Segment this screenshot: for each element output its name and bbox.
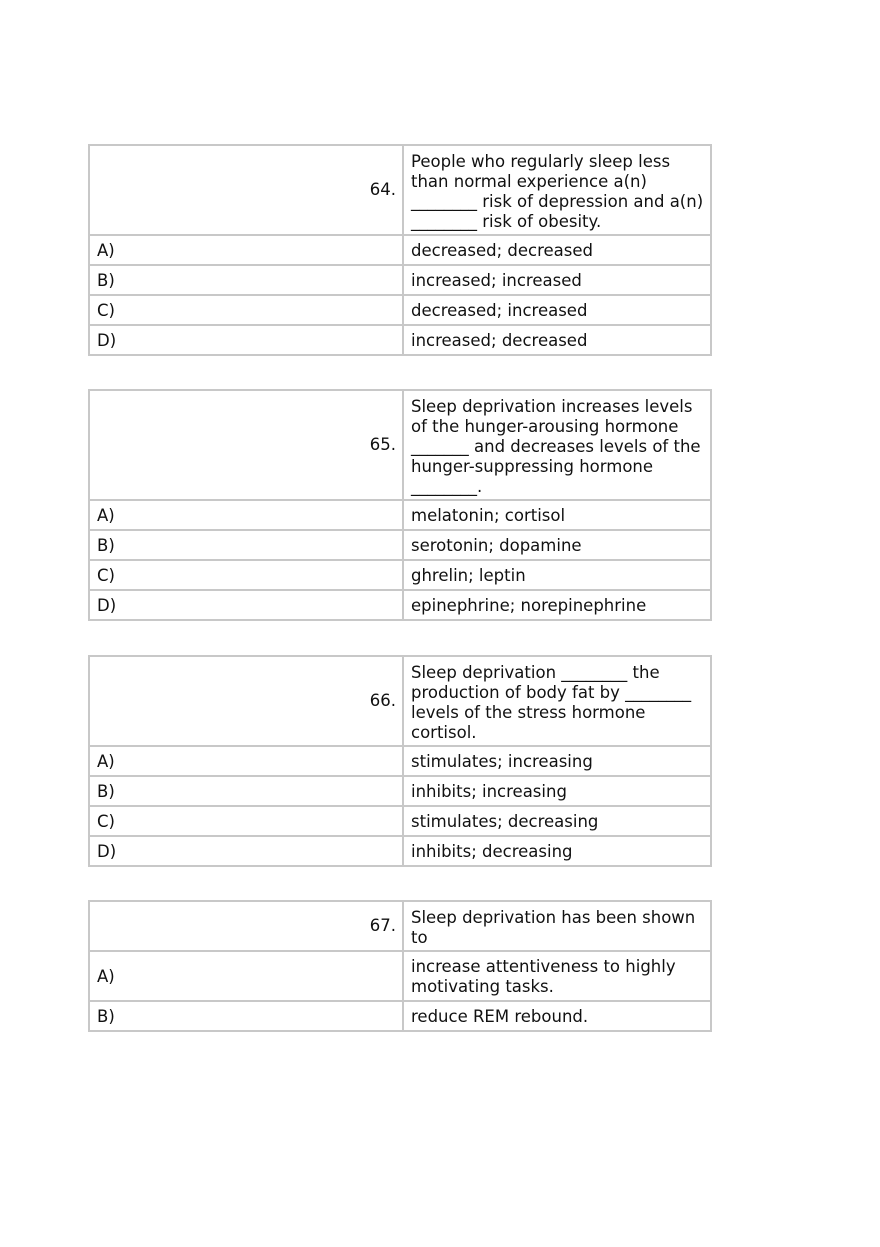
option-text: increase attentiveness to highly motivating tasks. [403,951,711,1001]
option-text: serotonin; dopamine [403,530,711,560]
option-letter: A) [89,951,403,1001]
option-text: epinephrine; norepinephrine [403,590,711,620]
option-row-a [89,746,711,776]
option-letter: B) [89,265,403,295]
question-row [89,901,711,951]
option-letter: C) [89,295,403,325]
option-letter: D) [89,836,403,866]
option-row-d [89,590,711,620]
option-row-b [89,530,711,560]
question-64-table [88,144,712,356]
option-text: decreased; decreased [403,235,711,265]
question-number: 65. [89,390,403,500]
question-text: Sleep deprivation has been shown to [403,901,711,951]
question-number: 64. [89,145,403,235]
question-row [89,145,711,235]
option-letter: A) [89,235,403,265]
option-text: decreased; increased [403,295,711,325]
option-row-c [89,560,711,590]
option-row-a [89,235,711,265]
option-text: increased; decreased [403,325,711,355]
option-row-a [89,500,711,530]
option-row-b [89,1001,711,1031]
option-text: reduce REM rebound. [403,1001,711,1031]
option-row-b [89,265,711,295]
option-text: ghrelin; leptin [403,560,711,590]
option-row-c [89,806,711,836]
question-text: Sleep deprivation ________ the production of body fat by ________ levels of the stress hormone cortisol. [403,656,711,746]
option-letter: C) [89,806,403,836]
question-67-table [88,900,712,1032]
question-row [89,390,711,500]
option-text: increased; increased [403,265,711,295]
option-text: stimulates; decreasing [403,806,711,836]
option-row-c [89,295,711,325]
option-text: melatonin; cortisol [403,500,711,530]
question-text: Sleep deprivation increases levels of the hunger-arousing hormone _______ and decreases levels of the hunger-suppressing hormone ________. [403,390,711,500]
option-letter: D) [89,325,403,355]
option-row-d [89,836,711,866]
question-row [89,656,711,746]
question-number: 67. [89,901,403,951]
question-text: People who regularly sleep less than normal experience a(n) ________ risk of depression and a(n) ________ risk of obesity. [403,145,711,235]
option-letter: B) [89,776,403,806]
option-text: stimulates; increasing [403,746,711,776]
option-row-a [89,951,711,1001]
option-letter: B) [89,1001,403,1031]
question-65-table [88,389,712,621]
option-text: inhibits; decreasing [403,836,711,866]
option-row-d [89,325,711,355]
question-66-table [88,655,712,867]
option-letter: D) [89,590,403,620]
option-letter: A) [89,746,403,776]
option-row-b [89,776,711,806]
option-text: inhibits; increasing [403,776,711,806]
option-letter: C) [89,560,403,590]
question-number: 66. [89,656,403,746]
option-letter: A) [89,500,403,530]
option-letter: B) [89,530,403,560]
